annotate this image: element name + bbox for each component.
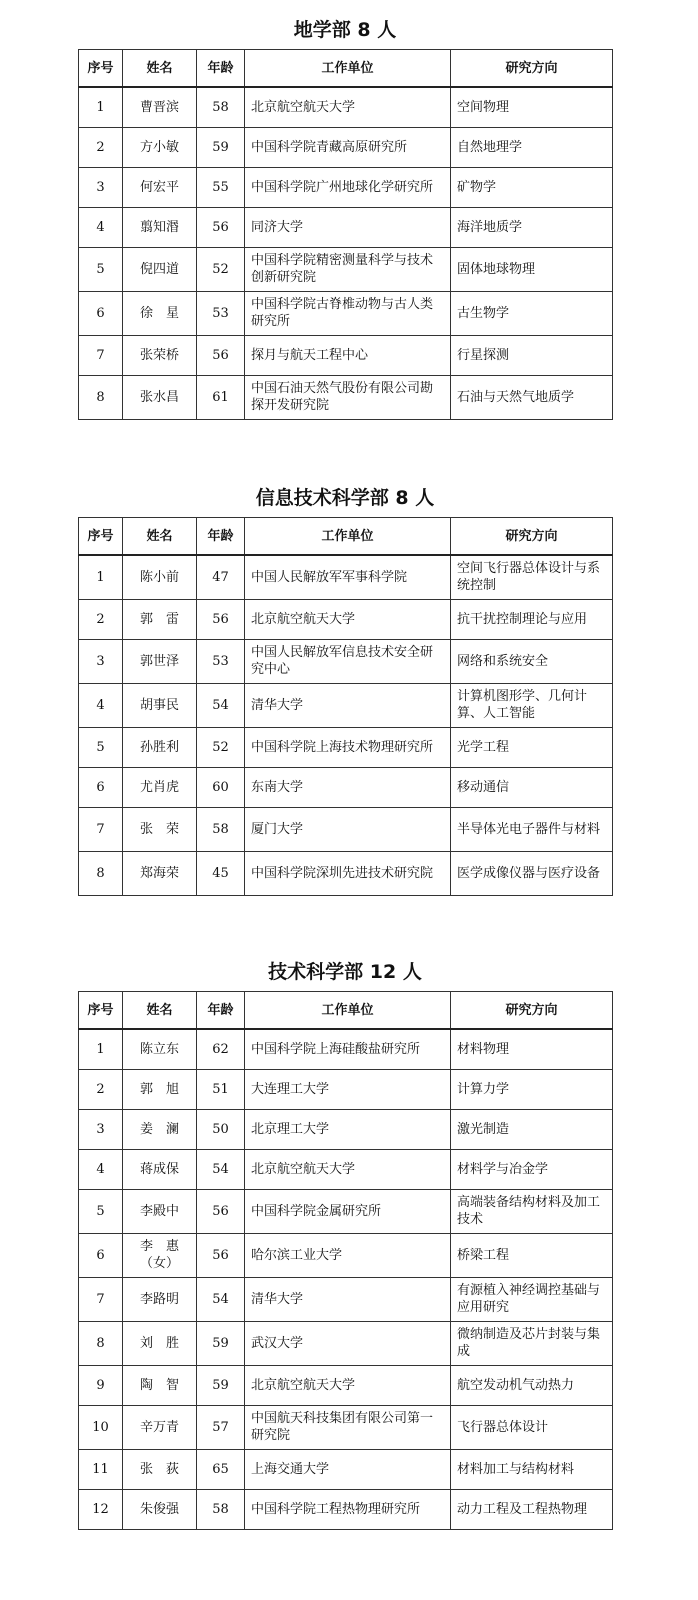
- member-table: [78, 49, 613, 420]
- cell-no: 3: [79, 167, 123, 207]
- cell-age: 52: [197, 247, 245, 291]
- cell-field: 高端装备结构材料及加工技术: [451, 1189, 613, 1233]
- cell-no: 3: [79, 1109, 123, 1149]
- cell-field: 自然地理学: [451, 127, 613, 167]
- column-header-unit: 工作单位: [245, 992, 451, 1030]
- cell-name: 翦知湣: [123, 207, 197, 247]
- cell-field: 移动通信: [451, 767, 613, 807]
- section-title: 技术科学部 12 人: [268, 961, 422, 983]
- table-row: [79, 1069, 613, 1109]
- cell-no: 10: [79, 1405, 123, 1449]
- cell-name: 郭世泽: [123, 639, 197, 683]
- member-table: [78, 991, 613, 1530]
- cell-name: 胡事民: [123, 683, 197, 727]
- cell-age: 54: [197, 683, 245, 727]
- table-row: [79, 207, 613, 247]
- cell-field: 抗干扰控制理论与应用: [451, 599, 613, 639]
- table-row: [79, 1489, 613, 1529]
- table-row: [79, 1365, 613, 1405]
- column-header-no: 序号: [79, 518, 123, 556]
- cell-unit: 北京航空航天大学: [245, 87, 451, 127]
- table-row: [79, 599, 613, 639]
- cell-unit: 中国人民解放军军事科学院: [245, 555, 451, 599]
- cell-name: 姜 澜: [123, 1109, 197, 1149]
- cell-field: 微纳制造及芯片封装与集成: [451, 1321, 613, 1365]
- table-row: [79, 1405, 613, 1449]
- cell-field: 光学工程: [451, 727, 613, 767]
- table-row: [79, 1189, 613, 1233]
- cell-name: 张水昌: [123, 375, 197, 419]
- cell-unit: 清华大学: [245, 1277, 451, 1321]
- cell-field: 动力工程及工程热物理: [451, 1489, 613, 1529]
- cell-field: 计算力学: [451, 1069, 613, 1109]
- cell-age: 58: [197, 1489, 245, 1529]
- cell-unit: 中国科学院工程热物理研究所: [245, 1489, 451, 1529]
- cell-field: 石油与天然气地质学: [451, 375, 613, 419]
- section-2: [78, 486, 612, 896]
- cell-unit: 厦门大学: [245, 807, 451, 851]
- cell-name: 郭 雷: [123, 599, 197, 639]
- table-row: [79, 1029, 613, 1069]
- cell-unit: 中国科学院古脊椎动物与古人类研究所: [245, 291, 451, 335]
- cell-age: 56: [197, 599, 245, 639]
- cell-unit: 中国科学院广州地球化学研究所: [245, 167, 451, 207]
- column-header-unit: 工作单位: [245, 518, 451, 556]
- cell-unit: 北京航空航天大学: [245, 1365, 451, 1405]
- table-row: [79, 1149, 613, 1189]
- cell-unit: 武汉大学: [245, 1321, 451, 1365]
- table-row: [79, 1233, 613, 1277]
- cell-name: [123, 1233, 197, 1277]
- column-header-no: 序号: [79, 992, 123, 1030]
- cell-no: 1: [79, 555, 123, 599]
- cell-name: 孙胜利: [123, 727, 197, 767]
- cell-name: 辛万青: [123, 1405, 197, 1449]
- cell-name: 李路明: [123, 1277, 197, 1321]
- cell-field: 激光制造: [451, 1109, 613, 1149]
- cell-name: 李殿中: [123, 1189, 197, 1233]
- cell-age: 60: [197, 767, 245, 807]
- cell-name: 何宏平: [123, 167, 197, 207]
- cell-name: 徐 星: [123, 291, 197, 335]
- cell-no: 8: [79, 1321, 123, 1365]
- column-header-unit: 工作单位: [245, 50, 451, 88]
- cell-name: 朱俊强: [123, 1489, 197, 1529]
- cell-no: 2: [79, 127, 123, 167]
- table-row: [79, 1321, 613, 1365]
- cell-age: 58: [197, 87, 245, 127]
- cell-age: 55: [197, 167, 245, 207]
- cell-no: 4: [79, 207, 123, 247]
- cell-field: 有源植入神经调控基础与应用研究: [451, 1277, 613, 1321]
- cell-age: 57: [197, 1405, 245, 1449]
- cell-unit: 探月与航天工程中心: [245, 335, 451, 375]
- cell-field: 网络和系统安全: [451, 639, 613, 683]
- member-name-note: （女）: [139, 1256, 179, 1271]
- cell-age: 56: [197, 335, 245, 375]
- cell-field: 医学成像仪器与医疗设备: [451, 851, 613, 895]
- cell-no: 7: [79, 1277, 123, 1321]
- cell-age: 52: [197, 727, 245, 767]
- cell-field: 飞行器总体设计: [451, 1405, 613, 1449]
- table-row: [79, 87, 613, 127]
- cell-age: 58: [197, 807, 245, 851]
- column-header-name: 姓名: [123, 50, 197, 88]
- cell-unit: 中国科学院上海技术物理研究所: [245, 727, 451, 767]
- cell-unit: 中国科学院精密测量科学与技术创新研究院: [245, 247, 451, 291]
- cell-field: 行星探测: [451, 335, 613, 375]
- cell-no: 2: [79, 1069, 123, 1109]
- cell-unit: 哈尔滨工业大学: [245, 1233, 451, 1277]
- section-1: [78, 18, 612, 420]
- cell-name: 张 荣: [123, 807, 197, 851]
- section-title: 信息技术科学部 8 人: [255, 487, 435, 509]
- cell-unit: 北京理工大学: [245, 1109, 451, 1149]
- cell-no: 9: [79, 1365, 123, 1405]
- cell-no: 6: [79, 1233, 123, 1277]
- cell-name: 倪四道: [123, 247, 197, 291]
- cell-no: 12: [79, 1489, 123, 1529]
- cell-age: 51: [197, 1069, 245, 1109]
- cell-age: 53: [197, 639, 245, 683]
- cell-no: 2: [79, 599, 123, 639]
- cell-no: 4: [79, 1149, 123, 1189]
- cell-age: 56: [197, 207, 245, 247]
- table-row: [79, 291, 613, 335]
- cell-no: 7: [79, 807, 123, 851]
- cell-name: 郑海荣: [123, 851, 197, 895]
- cell-age: 54: [197, 1149, 245, 1189]
- column-header-age: 年龄: [197, 992, 245, 1030]
- table-row: [79, 1449, 613, 1489]
- cell-unit: 同济大学: [245, 207, 451, 247]
- cell-age: 61: [197, 375, 245, 419]
- cell-age: 53: [197, 291, 245, 335]
- cell-no: 4: [79, 683, 123, 727]
- table-header-row: [79, 518, 613, 556]
- table-header-row: [79, 50, 613, 88]
- table-row: [79, 247, 613, 291]
- cell-name: 张 荻: [123, 1449, 197, 1489]
- cell-name: 陶 智: [123, 1365, 197, 1405]
- cell-unit: 中国科学院金属研究所: [245, 1189, 451, 1233]
- table-row: [79, 555, 613, 599]
- cell-name: 张荣桥: [123, 335, 197, 375]
- cell-name: 曹晋滨: [123, 87, 197, 127]
- cell-name: 陈立东: [123, 1029, 197, 1069]
- table-row: [79, 727, 613, 767]
- cell-no: 7: [79, 335, 123, 375]
- cell-no: 1: [79, 1029, 123, 1069]
- cell-no: 5: [79, 727, 123, 767]
- cell-name: 蒋成保: [123, 1149, 197, 1189]
- cell-name: 陈小前: [123, 555, 197, 599]
- cell-no: 3: [79, 639, 123, 683]
- cell-age: 54: [197, 1277, 245, 1321]
- cell-age: 59: [197, 127, 245, 167]
- cell-age: 45: [197, 851, 245, 895]
- cell-unit: 中国人民解放军信息技术安全研究中心: [245, 639, 451, 683]
- column-header-field: 研究方向: [451, 50, 613, 88]
- table-row: [79, 683, 613, 727]
- cell-field: 材料加工与结构材料: [451, 1449, 613, 1489]
- cell-no: 6: [79, 767, 123, 807]
- cell-age: 62: [197, 1029, 245, 1069]
- cell-unit: 中国航天科技集团有限公司第一研究院: [245, 1405, 451, 1449]
- cell-name: 尤肖虎: [123, 767, 197, 807]
- cell-no: 5: [79, 247, 123, 291]
- cell-age: 50: [197, 1109, 245, 1149]
- section-title: 地学部 8 人: [293, 19, 397, 41]
- cell-unit: 中国科学院深圳先进技术研究院: [245, 851, 451, 895]
- cell-no: 5: [79, 1189, 123, 1233]
- cell-field: 材料学与冶金学: [451, 1149, 613, 1189]
- table-row: [79, 1109, 613, 1149]
- table-row: [79, 639, 613, 683]
- table-row: [79, 851, 613, 895]
- cell-age: 47: [197, 555, 245, 599]
- cell-no: 6: [79, 291, 123, 335]
- cell-field: 材料物理: [451, 1029, 613, 1069]
- cell-age: 65: [197, 1449, 245, 1489]
- table-row: [79, 375, 613, 419]
- cell-age: 56: [197, 1233, 245, 1277]
- section-3: [78, 960, 612, 1530]
- table-row: [79, 127, 613, 167]
- cell-unit: 北京航空航天大学: [245, 1149, 451, 1189]
- table-row: [79, 767, 613, 807]
- cell-no: 11: [79, 1449, 123, 1489]
- cell-field: 古生物学: [451, 291, 613, 335]
- member-name: 李 惠: [139, 1239, 179, 1254]
- cell-unit: 中国科学院上海硅酸盐研究所: [245, 1029, 451, 1069]
- cell-name: 郭 旭: [123, 1069, 197, 1109]
- cell-name: 刘 胜: [123, 1321, 197, 1365]
- cell-unit: 上海交通大学: [245, 1449, 451, 1489]
- cell-field: 海洋地质学: [451, 207, 613, 247]
- cell-age: 59: [197, 1321, 245, 1365]
- column-header-field: 研究方向: [451, 992, 613, 1030]
- cell-field: 空间物理: [451, 87, 613, 127]
- cell-unit: 中国石油天然气股份有限公司勘探开发研究院: [245, 375, 451, 419]
- cell-age: 59: [197, 1365, 245, 1405]
- column-header-no: 序号: [79, 50, 123, 88]
- member-table: [78, 517, 613, 896]
- column-header-age: 年龄: [197, 518, 245, 556]
- cell-name: 方小敏: [123, 127, 197, 167]
- table-row: [79, 335, 613, 375]
- column-header-name: 姓名: [123, 518, 197, 556]
- cell-field: 桥梁工程: [451, 1233, 613, 1277]
- table-row: [79, 807, 613, 851]
- table-header-row: [79, 992, 613, 1030]
- cell-no: 1: [79, 87, 123, 127]
- cell-field: 固体地球物理: [451, 247, 613, 291]
- cell-no: 8: [79, 375, 123, 419]
- cell-age: 56: [197, 1189, 245, 1233]
- table-row: [79, 167, 613, 207]
- cell-field: 矿物学: [451, 167, 613, 207]
- column-header-age: 年龄: [197, 50, 245, 88]
- cell-no: 8: [79, 851, 123, 895]
- cell-field: 航空发动机气动热力: [451, 1365, 613, 1405]
- column-header-field: 研究方向: [451, 518, 613, 556]
- cell-unit: 北京航空航天大学: [245, 599, 451, 639]
- cell-field: 空间飞行器总体设计与系统控制: [451, 555, 613, 599]
- column-header-name: 姓名: [123, 992, 197, 1030]
- cell-field: 计算机图形学、几何计算、人工智能: [451, 683, 613, 727]
- cell-unit: 清华大学: [245, 683, 451, 727]
- cell-field: 半导体光电子器件与材料: [451, 807, 613, 851]
- table-row: [79, 1277, 613, 1321]
- cell-unit: 大连理工大学: [245, 1069, 451, 1109]
- cell-unit: 中国科学院青藏高原研究所: [245, 127, 451, 167]
- cell-unit: 东南大学: [245, 767, 451, 807]
